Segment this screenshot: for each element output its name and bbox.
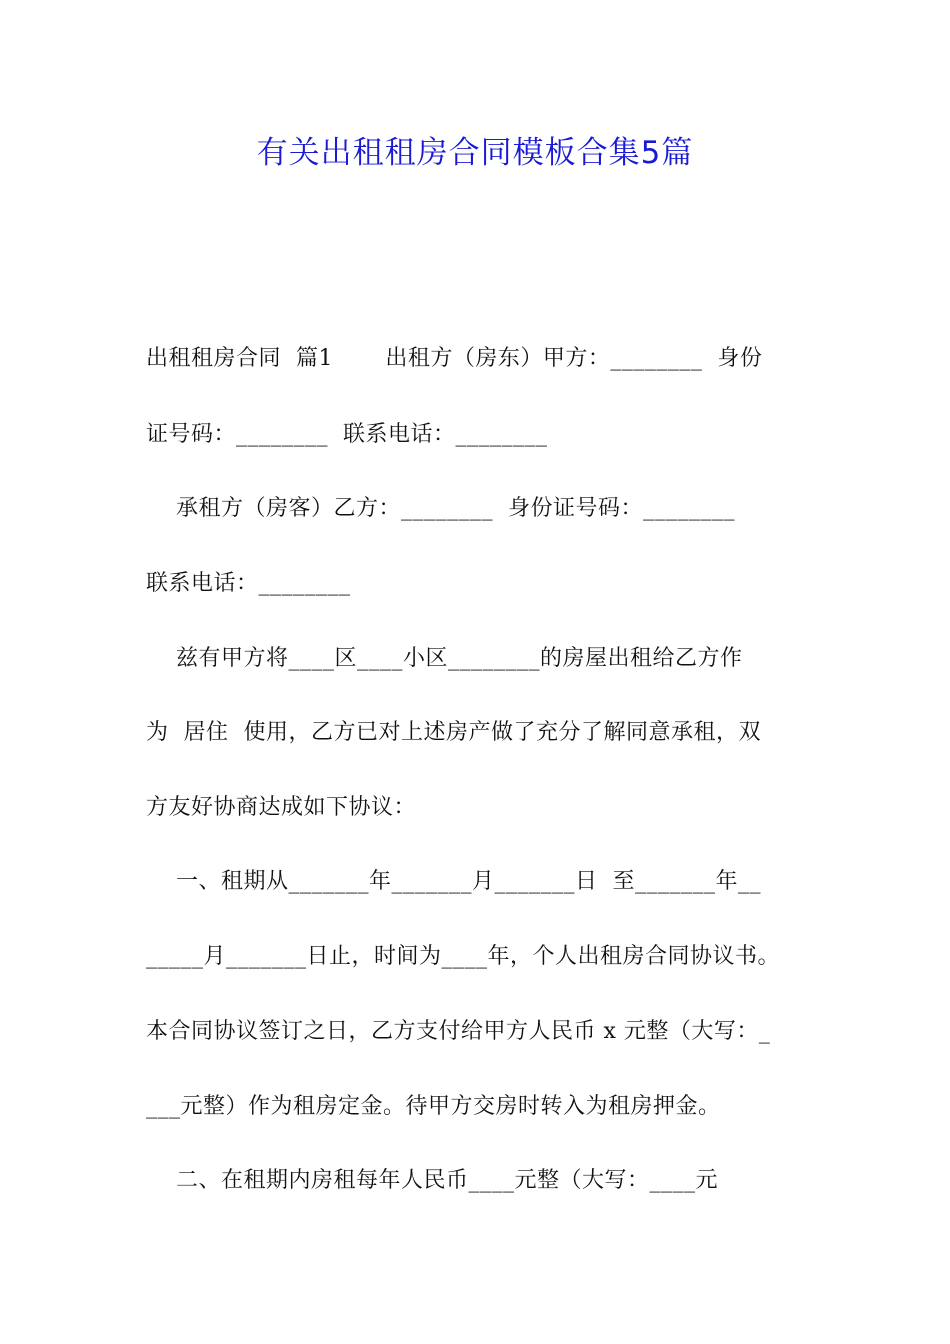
body-line-3: 承租方（房客）乙方：________ 身份证号码：________ bbox=[146, 496, 735, 521]
body-line-5: 兹有甲方将____区____小区________的房屋出租给乙方作 bbox=[146, 646, 743, 671]
body-line-8: 一、租期从_______年_______月_______日 至_______年__ bbox=[146, 869, 761, 894]
body-line-1: 出租租房合同 篇1 出租方（房东）甲方：________ 身份 bbox=[146, 346, 763, 371]
body-line-7: 方友好协商达成如下协议： bbox=[146, 795, 417, 820]
body-line-12: 二、在租期内房租每年人民币____元整（大写：____元 bbox=[146, 1168, 718, 1193]
document-title: 有关出租租房合同模板合集5篇 bbox=[256, 135, 694, 171]
body-line-2: 证号码：________ 联系电话：________ bbox=[146, 422, 548, 447]
body-line-4: 联系电话：________ bbox=[146, 571, 351, 596]
body-line-9: _____月_______日止，时间为____年，个人出租房合同协议书。 bbox=[146, 944, 781, 969]
body-line-10: 本合同协议签订之日，乙方支付给甲方人民币 x 元整（大写：_ bbox=[146, 1019, 771, 1044]
body-line-6: 为 居住 使用，乙方已对上述房产做了充分了解同意承租，双 bbox=[146, 720, 761, 745]
body-line-11: ___元整）作为租房定金。待甲方交房时转入为租房押金。 bbox=[146, 1094, 721, 1119]
